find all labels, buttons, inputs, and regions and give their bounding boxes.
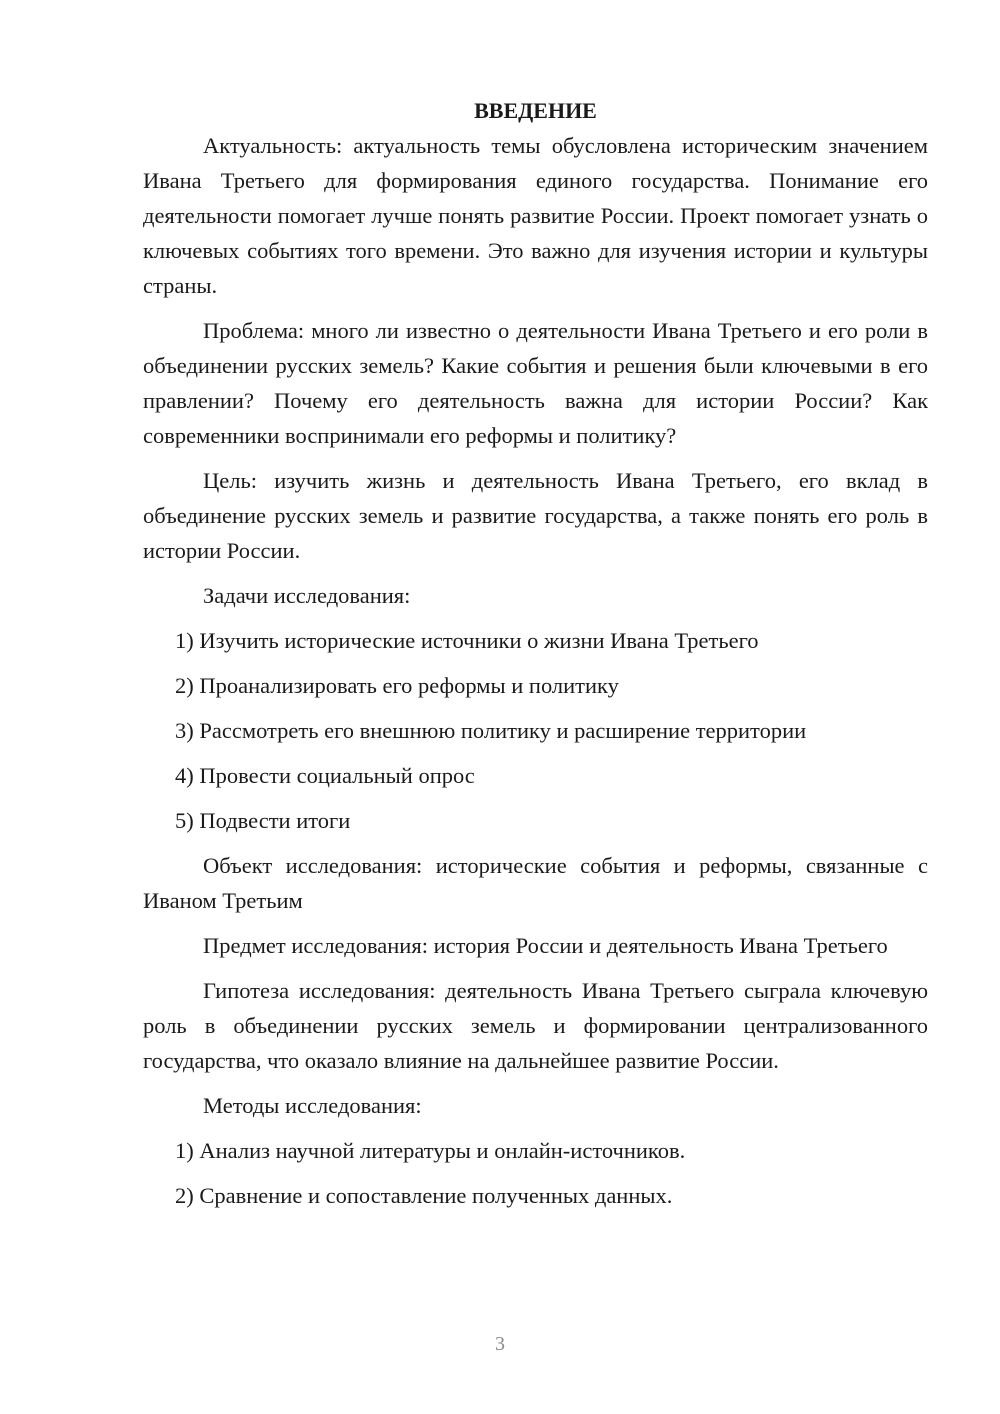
hypothesis-paragraph: Гипотеза исследования: деятельность Ивана Третьего сыграла ключевую роль в объединении русских земель и формировании централизованного государства, что оказало влияние на дальнейшее развитие России. bbox=[143, 978, 928, 1073]
document-page bbox=[143, 93, 928, 1223]
list-item: 1) Анализ научной литературы и онлайн-источников. bbox=[175, 1138, 686, 1163]
list-item: 2) Проанализировать его реформы и политику bbox=[175, 673, 619, 698]
methods-list bbox=[143, 1133, 928, 1213]
page-title: ВВЕДЕНИЕ bbox=[474, 98, 597, 123]
methods-heading: Методы исследования: bbox=[203, 1093, 422, 1118]
problem-paragraph: Проблема: много ли известно о деятельности Ивана Третьего и его роли в объединении русских земель? Какие события и решения были ключевыми в его правлении? Почему его деятельность важна для истории России? Как современники воспринимали его реформы и политику? bbox=[143, 318, 928, 448]
goal-paragraph: Цель: изучить жизнь и деятельность Ивана Третьего, его вклад в объединение русских земель и развитие государства, а также понять его роль в истории России. bbox=[143, 468, 928, 563]
list-item: 1) Изучить исторические источники о жизни Ивана Третьего bbox=[175, 628, 759, 653]
object-paragraph: Объект исследования: исторические события и реформы, связанные с Иваном Третьим bbox=[143, 853, 928, 913]
subject-paragraph: Предмет исследования: история России и деятельность Ивана Третьего bbox=[203, 933, 888, 958]
relevance-paragraph: Актуальность: актуальность темы обусловлена историческим значением Ивана Третьего для формирования единого государства. Понимание его деятельности помогает лучше понять развитие России. Проект помогает узнать о ключевых событиях того времени. Это важно для изучения истории и культуры страны. bbox=[143, 133, 928, 298]
list-item: 2) Сравнение и сопоставление полученных данных. bbox=[175, 1183, 673, 1208]
page-number: 3 bbox=[495, 1333, 505, 1355]
list-item: 5) Подвести итоги bbox=[175, 808, 351, 833]
list-item: 3) Рассмотреть его внешнюю политику и расширение территории bbox=[175, 718, 807, 743]
tasks-heading: Задачи исследования: bbox=[203, 583, 411, 608]
tasks-list bbox=[143, 623, 928, 838]
list-item: 4) Провести социальный опрос bbox=[175, 763, 475, 788]
